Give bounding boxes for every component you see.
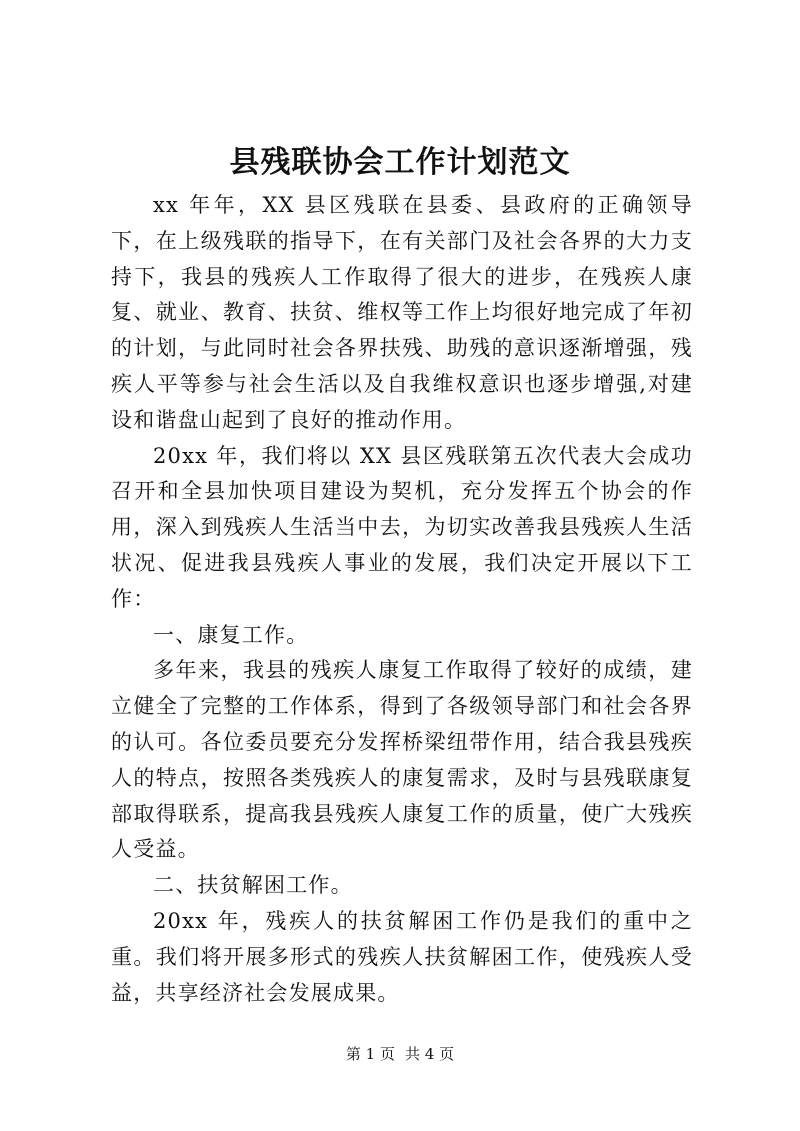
paragraph-plan: 20xx 年，我们将以 XX 县区残联第五次代表大会成功召开和全县加快项目建设为契机，充分发挥五个协会的作用，深入到残疾人生活当中去，为切实改善我县残疾人生活状况、促进我县残疾人事业的发展，我们决定开展以下工作：	[111, 443, 693, 611]
paragraph-intro: xx 年年，XX 县区残联在县委、县政府的正确领导下，在上级残联的指导下，在有关部门及社会各界的大力支持下，我县的残疾人工作取得了很大的进步，在残疾人康复、就业、教育、扶贫、维权等工作上均很好地完成了年初的计划，与此同时社会各界扶残、助残的意识逐渐增强，残疾人平等参与社会生活以及自我维权意识也逐步增强,对建设和谐盘山起到了良好的推动作用。	[111, 193, 693, 432]
document-body	[111, 188, 693, 1011]
document-title: 县残联协会工作计划范文	[229, 145, 571, 180]
paragraph-poverty-relief: 20xx 年，残疾人的扶贫解困工作仍是我们的重中之重。我们将开展多形式的残疾人扶贫解困工作，使残疾人受益，共享经济社会发展成果。	[111, 908, 693, 1005]
page-footer	[0, 1044, 800, 1064]
paragraph-rehabilitation: 多年来，我县的残疾人康复工作取得了较好的成绩，建立健全了完整的工作体系，得到了各级领导部门和社会各界的认可。各位委员要充分发挥桥梁纽带作用，结合我县残疾人的特点，按照各类残疾人的康复需求，及时与县残联康复部取得联系，提高我县残疾人康复工作的质量，使广大残疾人受益。	[111, 658, 693, 862]
section-heading-poverty-relief: 二、扶贫解困工作。	[153, 873, 353, 898]
page-number: 第 1 页	[345, 1045, 395, 1063]
section-heading-rehabilitation: 一、康复工作。	[153, 622, 309, 647]
page-total: 共 4 页	[405, 1045, 455, 1063]
